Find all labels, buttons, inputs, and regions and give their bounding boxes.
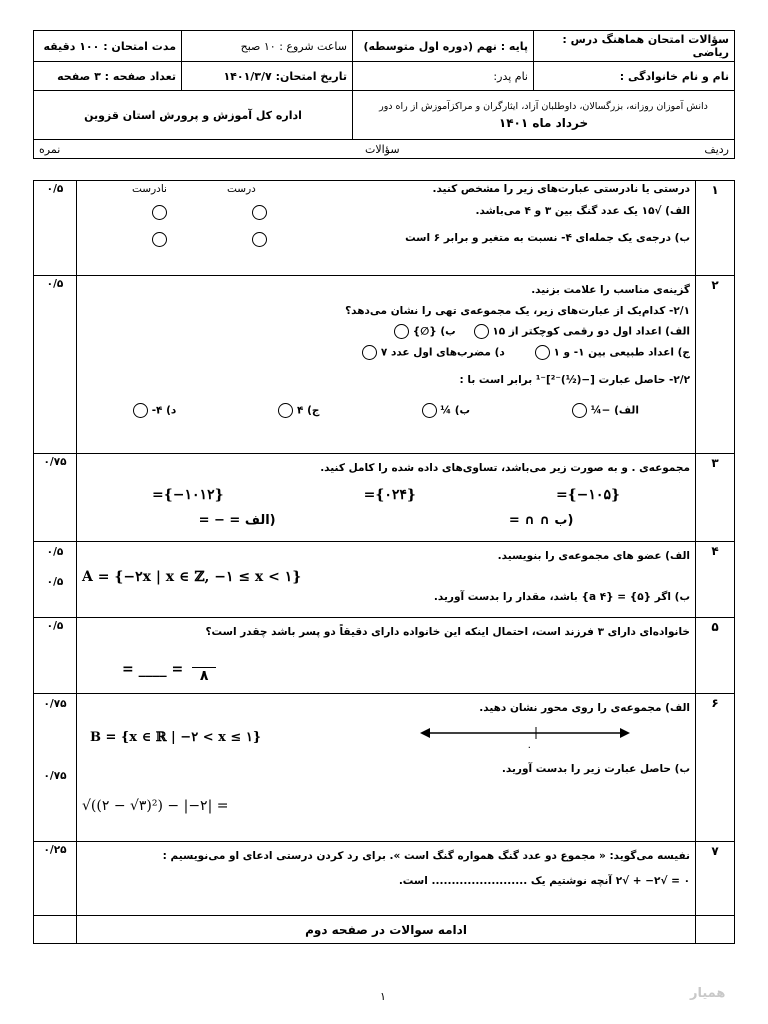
question-title: درستی یا نادرستی عبارت‌های زیر را مشخص کنید. <box>432 183 690 195</box>
question-title: گزینه‌ی مناسب را علامت بزنید. <box>531 284 690 296</box>
score-a: ۰/۵ <box>46 546 64 558</box>
question-score: ۰/۲۵ <box>34 842 77 916</box>
zero-label: ۰ <box>526 742 532 751</box>
option-a-radio[interactable] <box>474 324 489 339</box>
question-row <box>34 276 735 454</box>
index-header: ردیف <box>704 142 729 156</box>
answer-c-radio[interactable] <box>278 403 293 418</box>
question-score: ۰/۷۵ <box>34 454 77 542</box>
part-a: (الف = − = <box>198 513 276 528</box>
question-body <box>77 618 696 694</box>
exam-date-cell: تاریخ امتحان: ۱۴۰۱/۳/۷ <box>182 62 353 91</box>
answer-line: ۰ = √۲− + √۲ آنچه نوشتیم یک ........................ است. <box>398 875 690 887</box>
question-number: ۱ <box>696 181 735 276</box>
answer-c-label: ج) ۴ <box>297 404 320 417</box>
part-b: (ب ∩ ∩ = <box>508 513 574 528</box>
continue-note: ادامه سوالات در صفحه دوم <box>77 916 696 944</box>
header-table <box>33 30 735 159</box>
question-body <box>77 181 696 276</box>
grade-cell: پایه : نهم (دوره اول متوسطه) <box>353 31 534 62</box>
question-title: خانواده‌ای دارای ۳ فرزند است، احتمال اینکه این خانواده دارای دقیقاً دو پسر باشد چقدر است؟ <box>205 626 690 638</box>
question-number: ۲ <box>696 276 735 454</box>
question-score <box>34 542 77 618</box>
true-column-label: درست <box>226 183 256 195</box>
question-score: ۰/۵ <box>34 276 77 454</box>
answer-d <box>133 403 176 418</box>
answer-b-radio[interactable] <box>422 403 437 418</box>
question-row <box>34 454 735 542</box>
questions-table <box>33 180 735 944</box>
probability-answer: = ____ = ۸ <box>122 655 690 684</box>
statement-b: ب) درجه‌ی یک جمله‌ای ۴- نسبت به متغیر و برابر ۶ است <box>405 232 690 244</box>
student-name-cell: نام و نام خانوادگی : <box>534 62 735 91</box>
set-c: ={−۱۰۵} <box>555 487 620 503</box>
question-body <box>77 454 696 542</box>
question-row <box>34 181 735 276</box>
question-score <box>34 694 77 842</box>
office-cell: اداره کل آموزش و پرورش استان قزوین <box>34 91 353 140</box>
part-b-text: ب) اگر {۵} = {۴ a} باشد، مقدار را بدست آورید. <box>433 591 690 603</box>
set-b: ={۰۲۴} <box>363 487 416 503</box>
false-radio[interactable] <box>152 205 167 220</box>
question-body <box>77 842 696 916</box>
part-a-text: الف) عضو های مجموعه‌ی را بنویسید. <box>497 550 690 562</box>
father-name-cell: نام پدر: <box>353 62 534 91</box>
denominator: ۸ <box>199 668 209 684</box>
question-row <box>34 842 735 916</box>
question-body <box>77 694 696 842</box>
set-a: ={−۱۰۱۲} <box>152 487 224 503</box>
option-d-label: د) مضرب‌های اول عدد ۷ <box>380 346 505 359</box>
part-a-text: الف) مجموعه‌ی را روی محور نشان دهید. <box>479 702 690 714</box>
option-b <box>394 324 456 339</box>
columns-header-row <box>34 140 735 159</box>
answer-a-radio[interactable] <box>572 403 587 418</box>
set-b-formula: B = {x ∈ ℝ | −۲ < x ≤ ۱} <box>90 729 262 745</box>
students-cell <box>353 91 735 140</box>
part-b-text: ب) حاصل عبارت زیر را بدست آورید. <box>501 763 690 775</box>
option-b-label: ب) {∅} <box>412 325 456 338</box>
subject-cell: سؤالات امتحان هماهنگ درس : ریاضی <box>534 31 735 62</box>
session-text: خرداد ماه ۱۴۰۱ <box>498 115 589 130</box>
answer-c <box>278 403 319 418</box>
question-row <box>34 694 735 842</box>
expression: √((۲ − √۳)²) − |−۲| = <box>82 798 229 814</box>
false-radio[interactable] <box>152 232 167 247</box>
score-a: ۰/۷۵ <box>43 698 67 710</box>
question-row <box>34 542 735 618</box>
question-number: ۳ <box>696 454 735 542</box>
questions-header: سؤالات <box>365 142 400 156</box>
question-title: مجموعه‌ی . و به صورت زیر می‌باشد، تساوی‌های داده شده را کامل کنید. <box>320 462 690 474</box>
question-body <box>77 542 696 618</box>
set-a-formula: A = {−۲x | x ∈ ℤ, −۱ ≤ x < ۱} <box>82 569 302 585</box>
students-text: دانش آموزان روزانه، بزرگسالان، داوطلبان آزاد، ایثارگران و مراکزآموزش از راه دور <box>379 100 708 112</box>
true-radio[interactable] <box>252 205 267 220</box>
answer-b <box>422 403 471 418</box>
option-c-radio[interactable] <box>535 345 550 360</box>
page-number: ۱ <box>380 990 386 1003</box>
question-score: ۰/۵ <box>34 618 77 694</box>
answer-a-label: الف) −¼ <box>590 404 639 417</box>
question-number: ۴ <box>696 542 735 618</box>
watermark: همیار <box>690 986 726 1001</box>
continue-row <box>34 916 735 944</box>
statement-a: الف) √۱۵ یک عدد گنگ بین ۳ و ۴ می‌باشد. <box>475 205 690 217</box>
answer-b-label: ب) ¼ <box>440 404 471 417</box>
subquestion-2: ۲/۲- حاصل عبارت [−(½)⁻²]⁻¹ برابر است با : <box>459 374 690 386</box>
number-line[interactable] <box>420 723 630 751</box>
option-d <box>362 345 505 360</box>
true-radio[interactable] <box>252 232 267 247</box>
subquestion-1: ۲/۱- کدام‌یک از عبارت‌های زیر، یک مجموعه‌ی تهی را نشان می‌دهد؟ <box>345 305 690 317</box>
score-b: ۰/۵ <box>46 576 64 588</box>
false-column-label: نادرست <box>132 183 167 195</box>
question-title: نفیسه می‌گوید: « مجموع دو عدد گنگ همواره گنگ است ». برای رد کردن درستی ادعای او می‌نویسیم : <box>162 850 690 862</box>
answer-d-radio[interactable] <box>133 403 148 418</box>
option-c-label: ج) اعداد طبیعی بین ۱- و ۱ <box>553 346 690 359</box>
question-body <box>77 276 696 454</box>
answer-d-label: د) ۴- <box>151 404 177 417</box>
option-a-label: الف) اعداد اول دو رقمی کوچکتر از ۱۵ <box>492 325 690 338</box>
question-number: ۷ <box>696 842 735 916</box>
option-d-radio[interactable] <box>362 345 377 360</box>
option-c <box>535 345 690 360</box>
score-header: نمره <box>39 142 61 156</box>
duration-cell: مدت امتحان : ۱۰۰ دقیقه <box>34 31 182 62</box>
option-a <box>474 324 690 339</box>
answer-a <box>572 403 639 418</box>
score-b: ۰/۷۵ <box>43 770 67 782</box>
question-number: ۵ <box>696 618 735 694</box>
question-number: ۶ <box>696 694 735 842</box>
option-b-radio[interactable] <box>394 324 409 339</box>
question-score: ۰/۵ <box>34 181 77 276</box>
page-count-cell: تعداد صفحه : ۳ صفحه <box>34 62 182 91</box>
start-time-cell: ساعت شروع : ۱۰ صبح <box>182 31 353 62</box>
question-row <box>34 618 735 694</box>
